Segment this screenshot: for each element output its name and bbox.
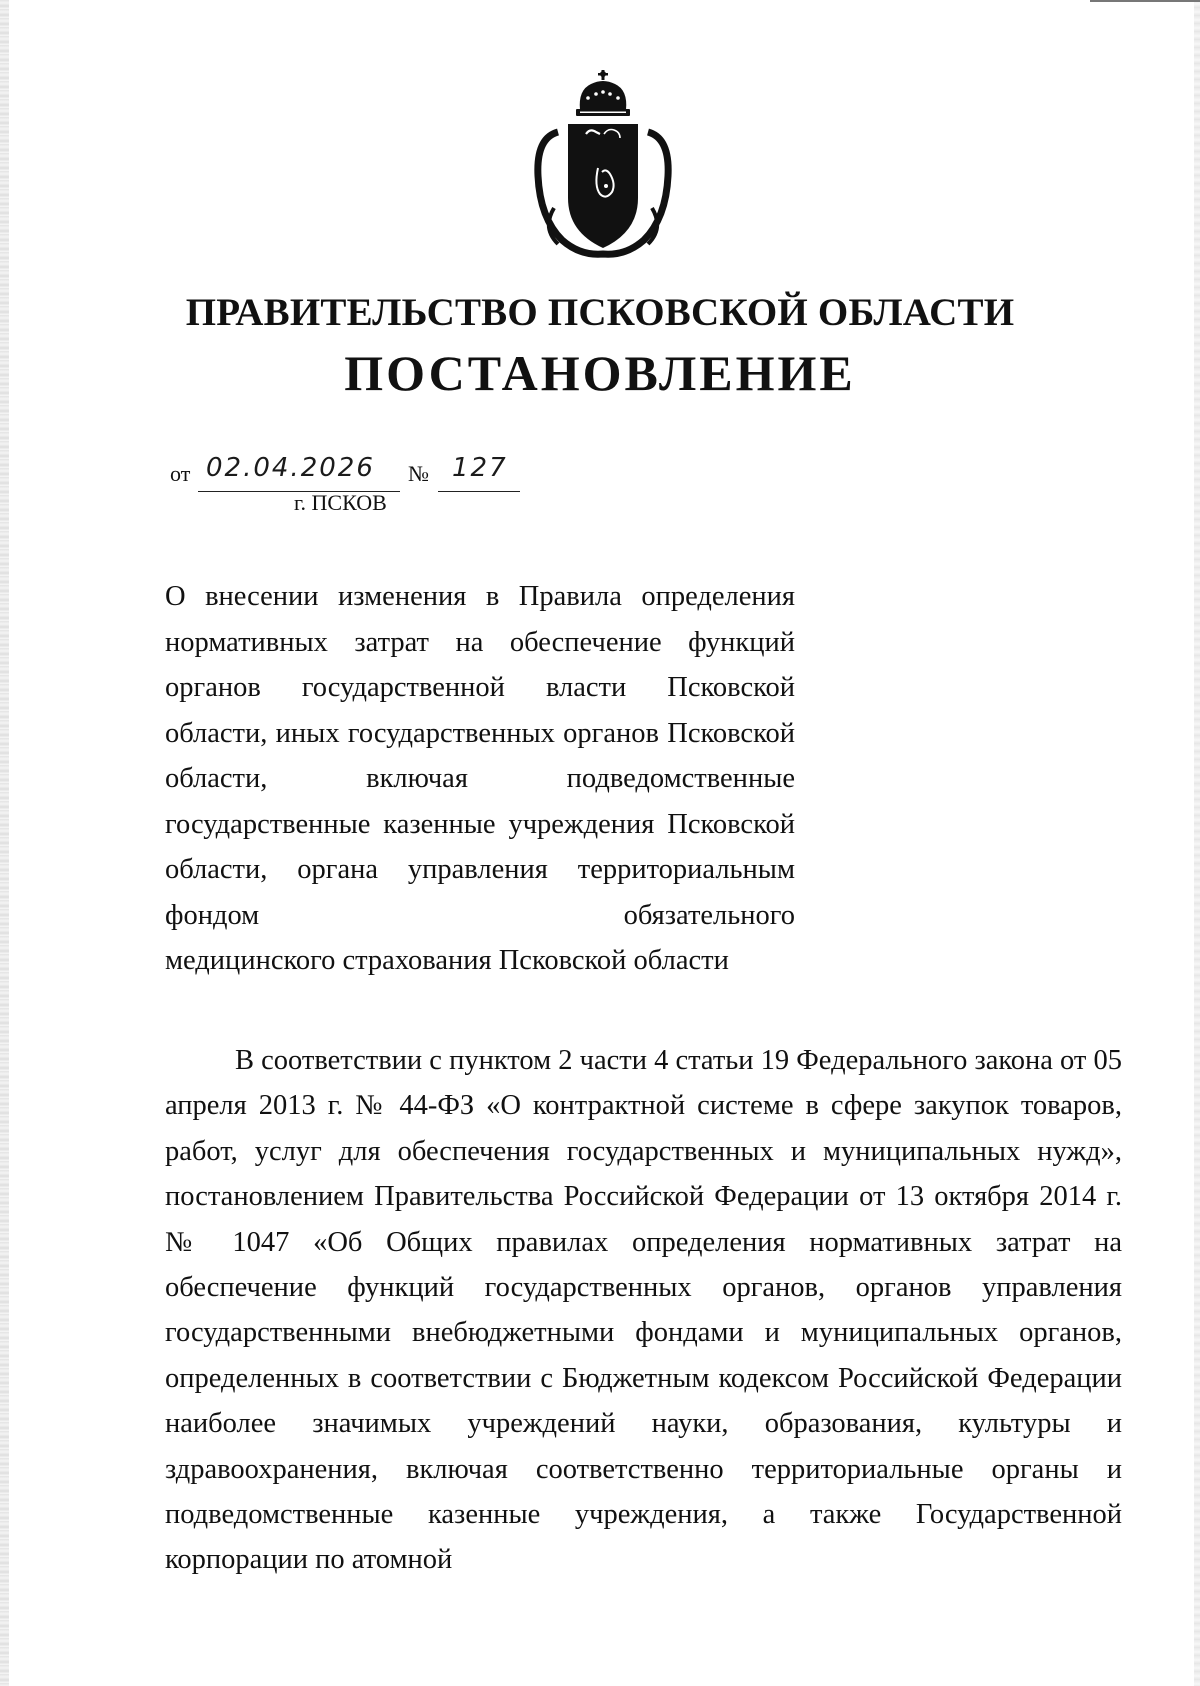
number-handwritten-value: 127 — [452, 453, 508, 483]
subject-last-line: медицинского страхования Псковской области — [165, 945, 729, 976]
document-type-title: ПОСТАНОВЛЕНИЕ — [344, 345, 856, 401]
scan-edge-right — [1194, 0, 1200, 1686]
number-underline — [438, 491, 520, 492]
date-prefix-label: от — [170, 461, 191, 486]
city-label: г. ПСКОВ — [294, 490, 387, 515]
number-prefix-label: № — [408, 461, 429, 486]
body-paragraph: В соответствии с пунктом 2 части 4 статьи 19 Федерального закона от 05 апреля 2013 г. № 44-ФЗ «О контрактной системе в сфере закупок товаров, работ, услуг для обеспечения государственных и муниципальных нужд», постановлением Правительства Российской Федерации от 13 октября 2014 г. № 1047 «Об Общих правилах определения нормативных затрат на обеспечение функций государственных органов, органов управления государственными внебюджетными фондами и муниципальных органов, определенных в соответствии с Бюджетным кодексом Российской Федерации наиболее значимых учреждений науки, образования, культуры и здравоохранения, включая соответственно территориальные органы и подведомственные казенные учреждения, а также Государственной корпорации по атомной — [165, 1045, 1122, 1576]
document-subject — [165, 574, 795, 984]
scan-edge-top — [1090, 0, 1200, 2]
coat-of-arms-emblem — [528, 68, 678, 264]
government-title: ПРАВИТЕЛЬСТВО ПСКОВСКОЙ ОБЛАСТИ — [185, 291, 1015, 334]
scan-edge-left — [0, 0, 9, 1686]
subject-text: О внесении изменения в Правила определения нормативных затрат на обеспечение функций органов государственной власти Псковской области, иных государственных органов Псковской области, включая подведомственные государственные казенные учреждения Псковской области, органа управления территориальным фондом обязательного — [165, 581, 795, 931]
date-handwritten-value: 02.04.2026 — [206, 453, 375, 483]
